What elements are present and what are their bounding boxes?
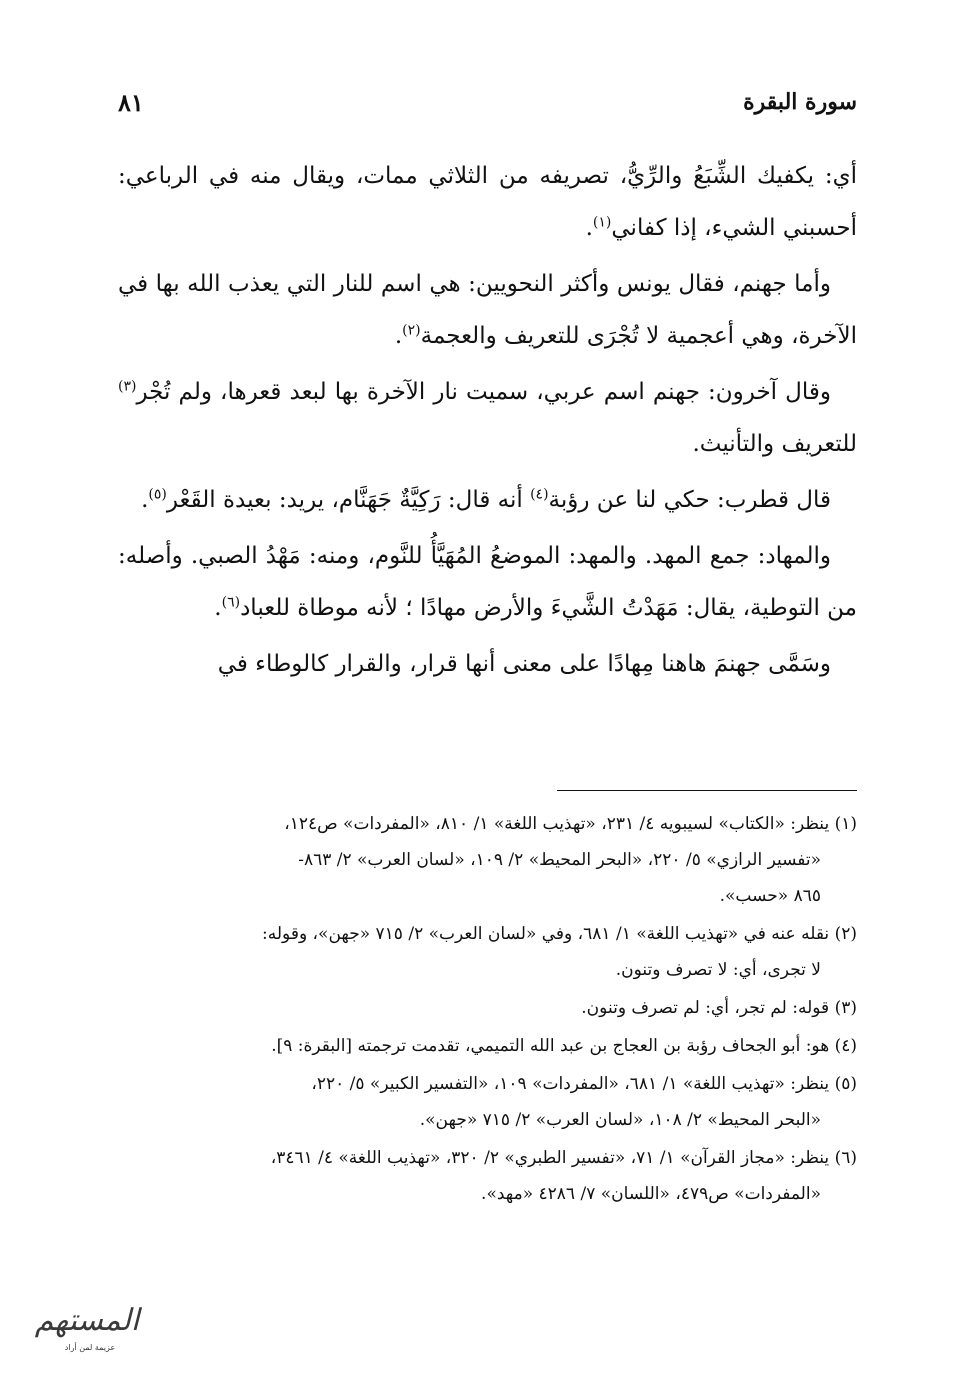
paragraph-1 — [118, 150, 857, 254]
footnote-ref[interactable]: (٤) — [530, 486, 549, 503]
page-header — [118, 82, 857, 122]
footnote-number: (٥) — [834, 1074, 857, 1094]
footnote-ref[interactable]: (٥) — [148, 486, 167, 503]
paragraph-4 — [118, 474, 857, 526]
paragraph-5 — [118, 530, 857, 634]
calligraphy-logo-icon — [12, 1288, 162, 1358]
footnote-text: نقله عنه في «تهذيب اللغة» ١/ ٦٨١، وفي «لسان العرب» ٢/ ٧١٥ «جهن»، وقوله: — [262, 924, 830, 944]
logo-text: المستهم — [34, 1303, 140, 1338]
footnote-3 — [118, 990, 857, 1026]
footnote-ref[interactable]: (٢) — [402, 322, 421, 339]
footnote-text: لا تجرى، أي: لا تصرف وتنون. — [615, 960, 821, 980]
text-run: . — [141, 487, 149, 513]
footnote-text: «تفسير الرازي» ٥/ ٢٢٠، «البحر المحيط» ٢/ ١٠٩، «لسان العرب» ٢/ ٨٦٣- — [298, 850, 821, 870]
text-run: . — [394, 323, 403, 349]
footnote-text: هو: أبو الجحاف رؤبة بن العجاج بن عبد الله التميمي، تقدمت ترجمته [البقرة: ٩]. — [271, 1036, 830, 1056]
footnote-ref[interactable]: (٣) — [118, 378, 137, 395]
text-run: . — [214, 595, 222, 621]
footnote-text: قوله: لم تجر، أي: لم تصرف وتنون. — [581, 998, 830, 1018]
surah-title: سورة البقرة — [743, 89, 857, 115]
footnote-text: ينظر: «مجاز القرآن» ١/ ٧١، «تفسير الطبري» ٢/ ٣٢٠، «تهذيب اللغة» ٤/ ٣٤٦١، — [270, 1148, 830, 1168]
text-run: للتعريف والتأنيث. — [692, 431, 857, 457]
text-run: والمهاد: جمع المهد. والمهد: الموضعُ المُهَيَّأُ للنَّوم، ومنه: مَهْدُ الصبي. وأصله: من التوطية، يقال: مَهَدْتُ الشَّيءَ والأرض مهادًا ؛ لأنه موطاة للعباد — [118, 543, 857, 621]
footnote-6 — [118, 1140, 857, 1212]
footnote-text: ٨٦٥ «حسب». — [719, 886, 821, 906]
footnote-number: (٢) — [834, 924, 857, 944]
footnote-divider — [557, 790, 857, 791]
text-run: وقال آخرون: جهنم اسم عربي، سميت نار الآخرة بها لبعد قعرها، ولم تُجْر — [136, 379, 831, 405]
footnote-ref[interactable]: (١) — [592, 214, 612, 231]
footnote-4 — [118, 1028, 857, 1064]
footnote-number: (١) — [834, 814, 857, 834]
footnote-text: ينظر: «الكتاب» لسيبويه ٤/ ٢٣١، «تهذيب اللغة» ١/ ٨١٠، «المفردات» ص١٢٤، — [284, 814, 830, 834]
text-run: . — [585, 215, 593, 241]
paragraph-2 — [118, 258, 857, 362]
footnote-1 — [118, 806, 857, 914]
footnote-text: «المفردات» ص٤٧٩، «اللسان» ٧/ ٤٢٨٦ «مهد». — [481, 1184, 821, 1204]
publisher-logo — [12, 1288, 162, 1358]
paragraph-3 — [118, 366, 857, 470]
text-run: أنه قال: رَكِيَّةٌ جَهَنَّام، يريد: بعيدة القَعْر — [166, 487, 531, 513]
footnote-number: (٦) — [834, 1148, 857, 1168]
footnote-2 — [118, 916, 857, 988]
text-run: قال قطرب: حكي لنا عن رؤبة — [548, 487, 831, 513]
page-number: ٨١ — [118, 87, 144, 117]
logo-tagline: عزيمة لمن أراد — [64, 1343, 116, 1352]
footnote-text: «البحر المحيط» ٢/ ١٠٨، «لسان العرب» ٢/ ٧١٥ «جهن». — [419, 1110, 821, 1130]
text-run: وأما جهنم، فقال يونس وأكثر النحويين: هي اسم للنار التي يعذب الله بها في الآخرة، وهي أعجمية لا تُجْرَى للتعريف والعجمة — [118, 271, 857, 349]
footnote-5 — [118, 1066, 857, 1138]
footnote-text: ينظر: «تهذيب اللغة» ١/ ٦٨١، «المفردات» ١٠٩، «التفسير الكبير» ٥/ ٢٢٠، — [311, 1074, 830, 1094]
footnotes — [118, 806, 857, 1214]
main-text — [118, 150, 857, 694]
footnote-number: (٣) — [834, 998, 857, 1018]
footnote-ref[interactable]: (٦) — [221, 594, 241, 611]
paragraph-6: وسَمَّى جهنمَ هاهنا مِهادًا على معنى أنها قرار، والقرار كالوطاء في — [217, 651, 831, 677]
text-run: أي: يكفيك الشِّبَعُ والرِّيُّ، تصريفه من الثلاثي ممات، ويقال منه في الرباعي: أحسبني الشيء، إذا كفاني — [118, 163, 857, 241]
footnote-number: (٤) — [834, 1036, 857, 1056]
